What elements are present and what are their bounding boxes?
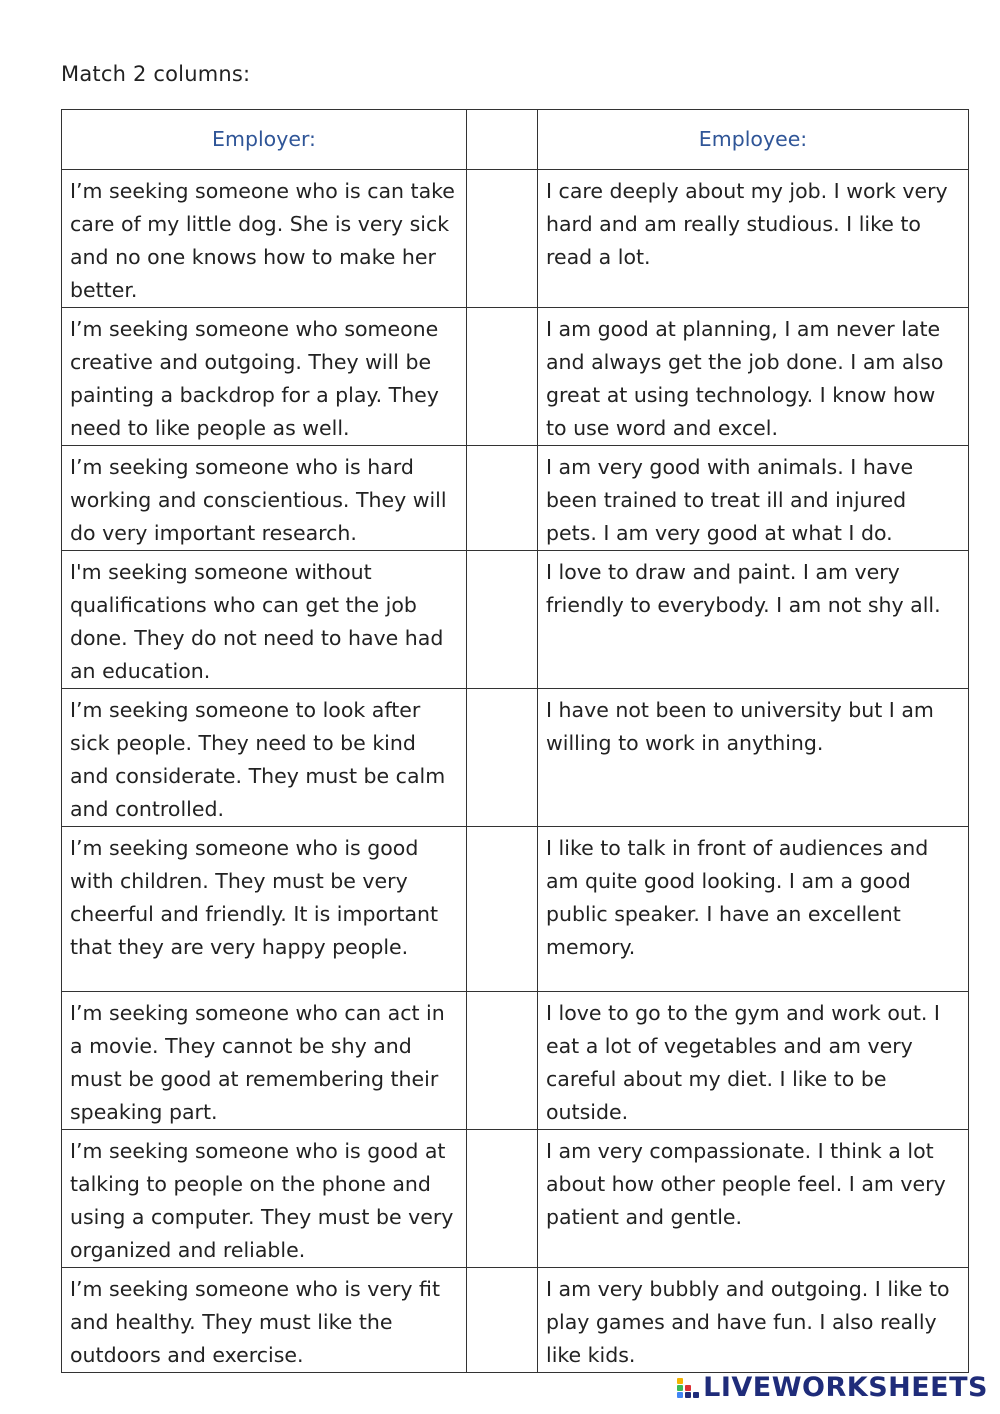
table-row: [62, 827, 969, 992]
liveworksheets-logo: [676, 1372, 988, 1403]
employer-cell: I'm seeking someone without qualifications who can get the job done. They do not need to have had an education.: [62, 551, 467, 689]
employee-cell: I am very compassionate. I think a lot about how other people feel. I am very patient and gentle.: [538, 1130, 969, 1268]
match-answer-cell[interactable]: [467, 170, 538, 308]
match-answer-cell[interactable]: [467, 1268, 538, 1373]
employer-cell: I’m seeking someone who is hard working and conscientious. They will do very important research.: [62, 446, 467, 551]
employee-cell: I like to talk in front of audiences and am quite good looking. I am a good public speaker. I have an excellent memory.: [538, 827, 969, 992]
employer-header: Employer:: [62, 110, 467, 170]
employee-cell: I am very good with animals. I have been trained to treat ill and injured pets. I am very good at what I do.: [538, 446, 969, 551]
table-row: [62, 446, 969, 551]
employer-cell: I’m seeking someone who is very fit and healthy. They must like the outdoors and exercise.: [62, 1268, 467, 1373]
match-answer-cell[interactable]: [467, 992, 538, 1130]
table-row: [62, 689, 969, 827]
employee-cell: I care deeply about my job. I work very hard and am really studious. I like to read a lot.: [538, 170, 969, 308]
matching-table: [61, 109, 969, 1373]
liveworksheets-logo-icon: [676, 1376, 700, 1400]
table-row: [62, 170, 969, 308]
employer-cell: I’m seeking someone who is good with children. They must be very cheerful and friendly. It is important that they are very happy people.: [62, 827, 467, 992]
instruction-text: Match 2 columns:: [61, 62, 251, 86]
table-row: [62, 551, 969, 689]
employee-cell: I love to go to the gym and work out. I eat a lot of vegetables and am very careful about my diet. I like to be outside.: [538, 992, 969, 1130]
employer-cell: I’m seeking someone who someone creative and outgoing. They will be painting a backdrop for a play. They need to like people as well.: [62, 308, 467, 446]
match-answer-cell[interactable]: [467, 689, 538, 827]
table-row: [62, 308, 969, 446]
match-answer-cell[interactable]: [467, 308, 538, 446]
employer-cell: I’m seeking someone to look after sick people. They need to be kind and considerate. They must be calm and controlled.: [62, 689, 467, 827]
employer-cell: I’m seeking someone who is good at talking to people on the phone and using a computer. They must be very organized and reliable.: [62, 1130, 467, 1268]
table-row: [62, 1130, 969, 1268]
employee-header: Employee:: [538, 110, 969, 170]
table-row: [62, 1268, 969, 1373]
employee-cell: I am very bubbly and outgoing. I like to play games and have fun. I also really like kids.: [538, 1268, 969, 1373]
table-row: [62, 992, 969, 1130]
employer-cell: I’m seeking someone who can act in a movie. They cannot be shy and must be good at remembering their speaking part.: [62, 992, 467, 1130]
employee-cell: I have not been to university but I am willing to work in anything.: [538, 689, 969, 827]
header-row: [62, 110, 969, 170]
match-answer-cell[interactable]: [467, 446, 538, 551]
employer-cell: I’m seeking someone who is can take care of my little dog. She is very sick and no one knows how to make her better.: [62, 170, 467, 308]
match-column-header: [467, 110, 538, 170]
match-answer-cell[interactable]: [467, 1130, 538, 1268]
logo-text: LIVEWORKSHEETS: [703, 1372, 988, 1403]
employee-cell: I am good at planning, I am never late and always get the job done. I am also great at using technology. I know how to use word and excel.: [538, 308, 969, 446]
match-answer-cell[interactable]: [467, 551, 538, 689]
employee-cell: I love to draw and paint. I am very friendly to everybody. I am not shy all.: [538, 551, 969, 689]
match-answer-cell[interactable]: [467, 827, 538, 992]
